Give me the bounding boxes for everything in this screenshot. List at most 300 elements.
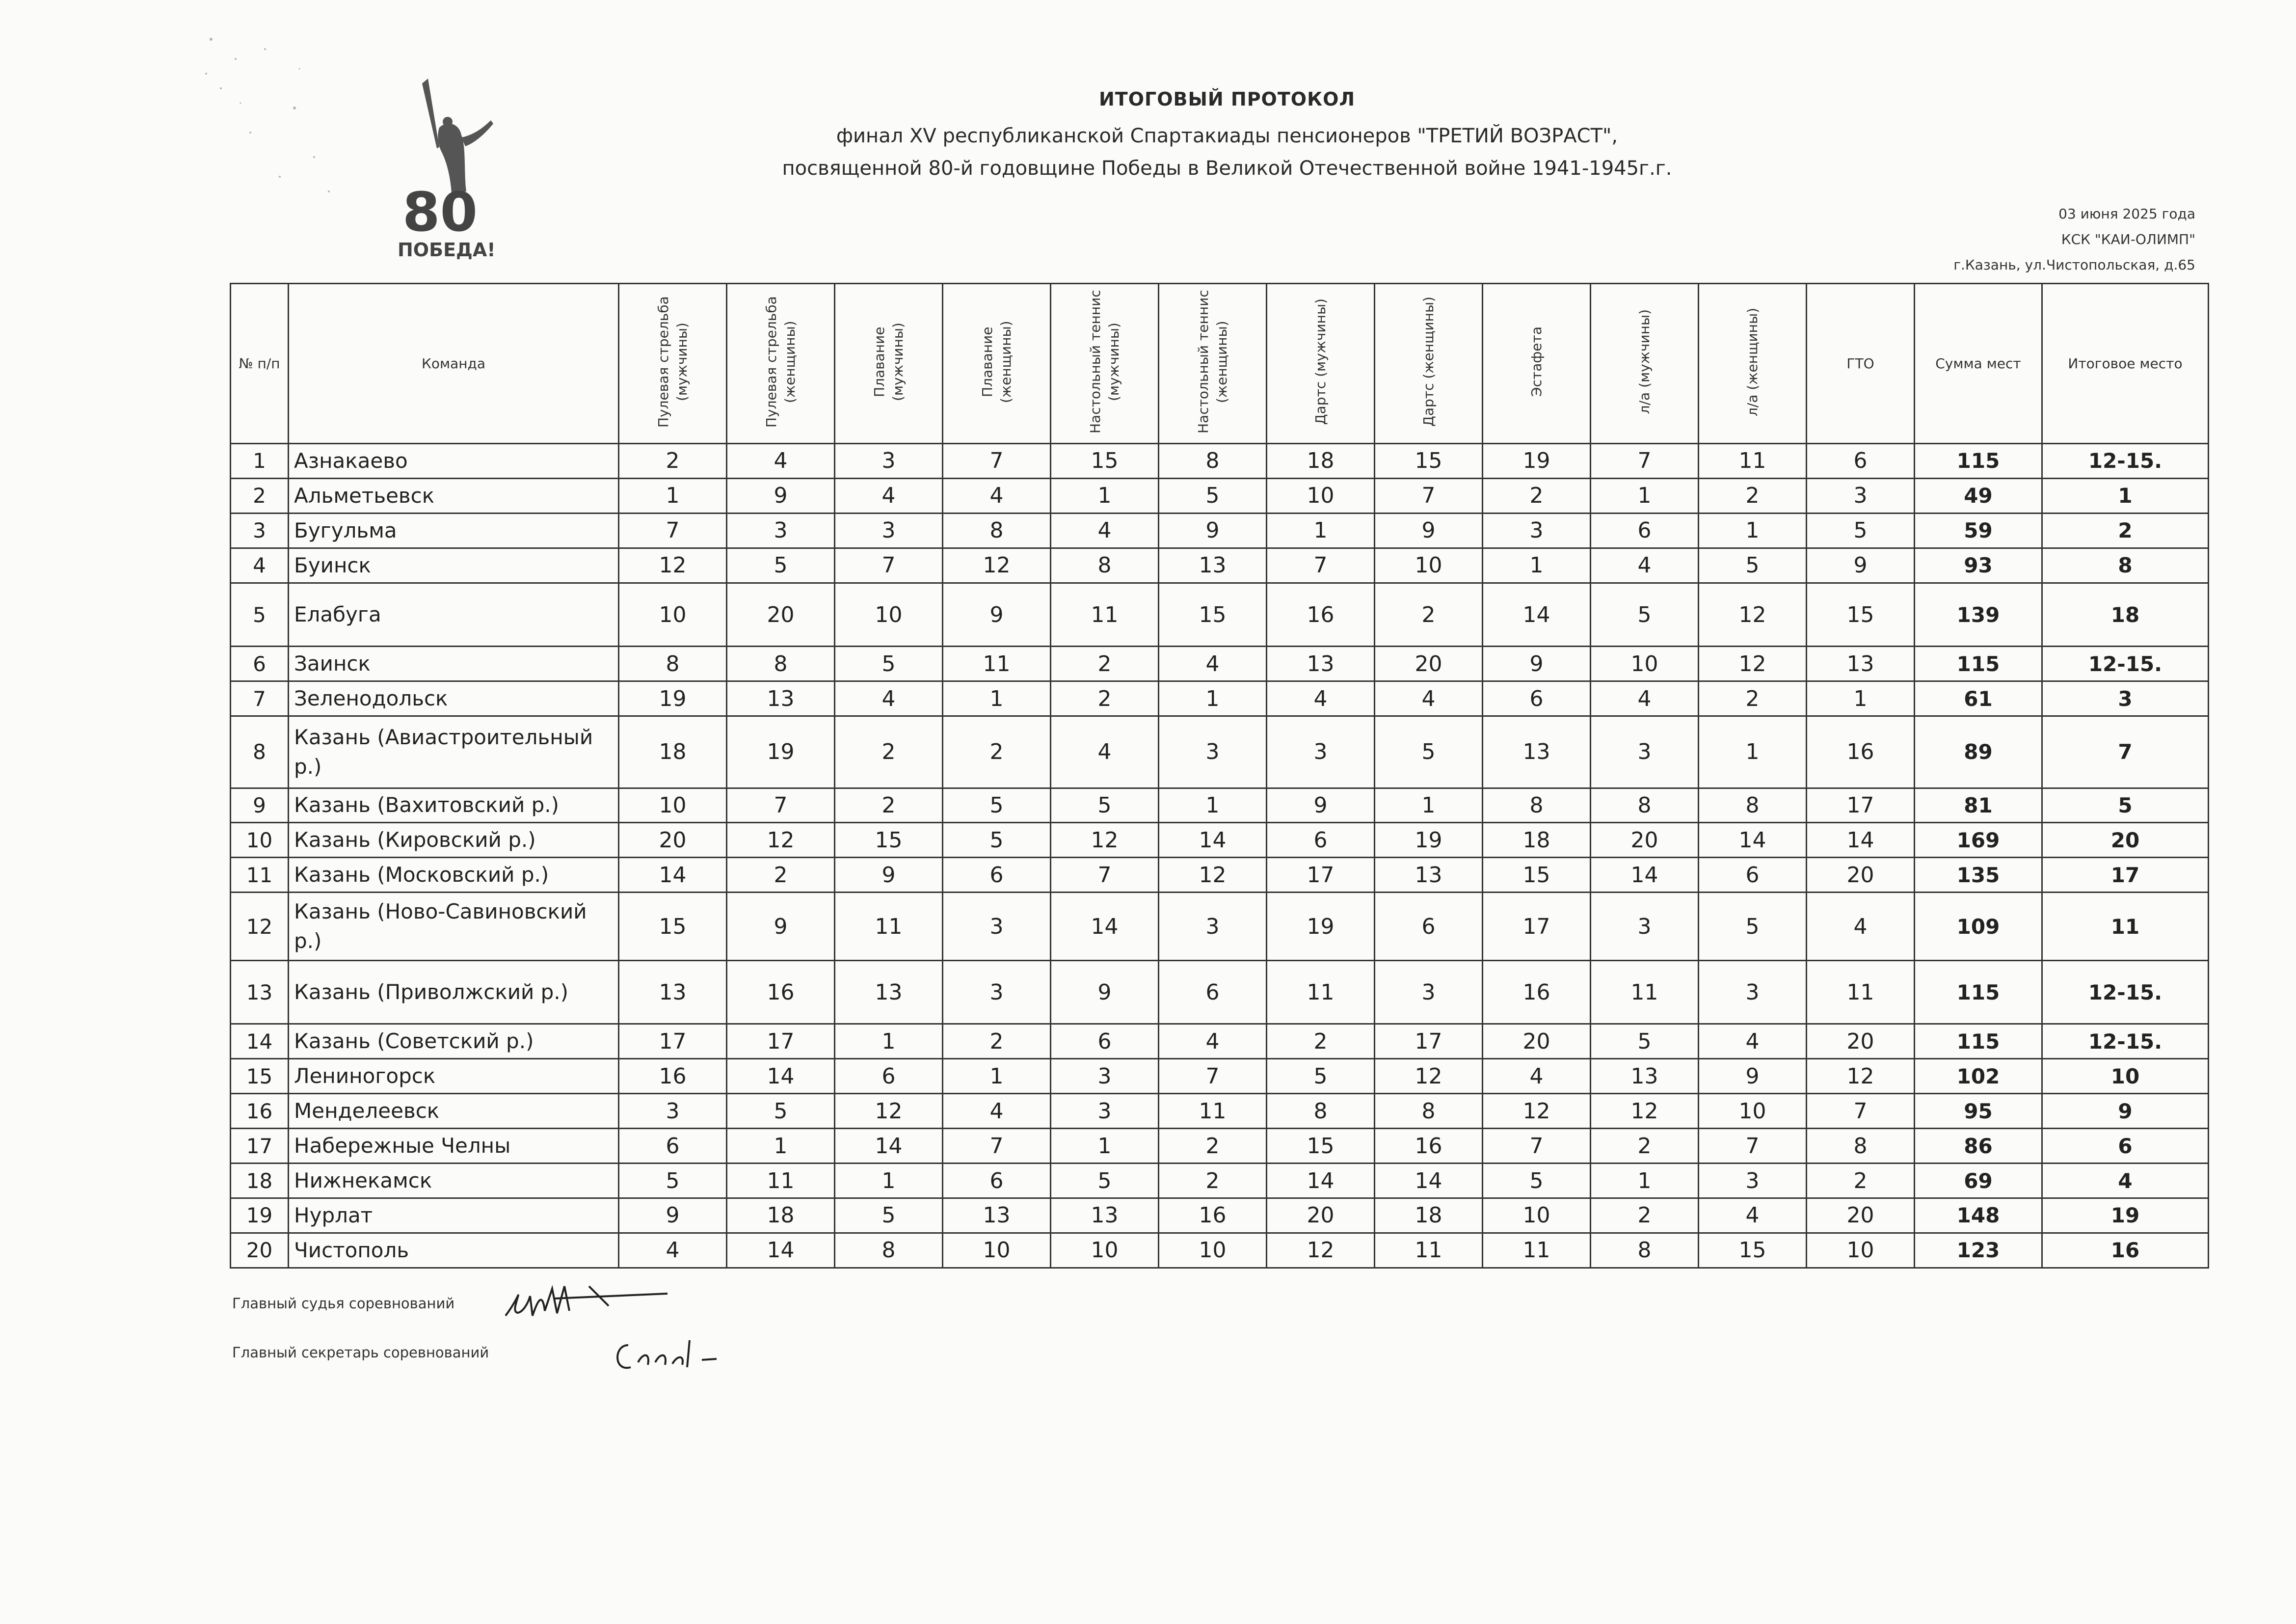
event-place: 14 (1051, 893, 1159, 961)
event-place: 9 (1159, 513, 1267, 548)
team-name: Бугульма (289, 513, 619, 548)
col-relay: Эстафета (1483, 284, 1591, 444)
event-place: 1 (835, 1164, 943, 1198)
table-row (231, 858, 2209, 893)
event-place: 9 (1483, 647, 1591, 681)
table-row (231, 1198, 2209, 1233)
event-place: 18 (1267, 444, 1375, 479)
event-place: 9 (1375, 513, 1483, 548)
event-place: 13 (1375, 858, 1483, 893)
row-number: 12 (231, 893, 289, 961)
event-place: 1 (1699, 716, 1807, 788)
event-place: 7 (1267, 548, 1375, 583)
place-sum: 123 (1915, 1233, 2042, 1268)
event-place: 11 (1051, 583, 1159, 647)
logo-80: 80 (402, 181, 478, 244)
table-row (231, 960, 2209, 1024)
event-place: 6 (1267, 823, 1375, 858)
place-sum: 115 (1915, 960, 2042, 1024)
table-row (231, 893, 2209, 961)
place-sum: 109 (1915, 893, 2042, 961)
event-place: 5 (943, 823, 1051, 858)
event-place: 20 (1807, 1198, 1915, 1233)
event-place: 13 (1051, 1198, 1159, 1233)
event-place: 6 (1699, 858, 1807, 893)
final-place: 4 (2042, 1164, 2209, 1198)
table-row (231, 681, 2209, 716)
event-place: 7 (1159, 1059, 1267, 1094)
final-place: 19 (2042, 1198, 2209, 1233)
event-place: 11 (1159, 1094, 1267, 1129)
col-swimming-men: Плавание (мужчины) (835, 284, 943, 444)
team-name: Казань (Кировский р.) (289, 823, 619, 858)
victory-80-logo (393, 74, 501, 260)
event-place: 13 (835, 960, 943, 1024)
row-number: 18 (231, 1164, 289, 1198)
event-place: 14 (619, 858, 727, 893)
scan-noise (191, 29, 353, 206)
event-place: 7 (1699, 1129, 1807, 1164)
event-place: 15 (619, 893, 727, 961)
event-place: 1 (943, 1059, 1051, 1094)
results-table (230, 283, 2209, 1269)
event-place: 6 (943, 858, 1051, 893)
event-date: 03 июня 2025 года (2058, 206, 2195, 222)
col-tabletennis-men: Настольный теннис (мужчины) (1051, 284, 1159, 444)
event-place: 4 (1483, 1059, 1591, 1094)
row-number: 13 (231, 960, 289, 1024)
row-number: 11 (231, 858, 289, 893)
event-place: 20 (619, 823, 727, 858)
event-venue: КСК "КАИ-ОЛИМП" (2061, 231, 2195, 247)
table-row (231, 1094, 2209, 1129)
event-place: 8 (727, 647, 835, 681)
event-place: 9 (835, 858, 943, 893)
table-row (231, 1129, 2209, 1164)
event-place: 8 (1159, 444, 1267, 479)
event-place: 15 (1807, 583, 1915, 647)
event-place: 12 (1375, 1059, 1483, 1094)
event-place: 16 (1483, 960, 1591, 1024)
event-place: 5 (1591, 583, 1699, 647)
event-place: 2 (943, 1024, 1051, 1059)
event-place: 2 (1159, 1129, 1267, 1164)
event-place: 2 (835, 716, 943, 788)
team-name: Альметьевск (289, 478, 619, 513)
final-place: 5 (2042, 788, 2209, 823)
event-place: 2 (943, 716, 1051, 788)
event-place: 8 (835, 1233, 943, 1268)
event-place: 1 (943, 681, 1051, 716)
event-place: 10 (619, 788, 727, 823)
col-num: № п/п (231, 284, 289, 444)
event-place: 3 (835, 513, 943, 548)
event-place: 1 (1159, 788, 1267, 823)
event-place: 2 (1267, 1024, 1375, 1059)
event-place: 1 (1375, 788, 1483, 823)
event-place: 2 (1591, 1129, 1699, 1164)
place-sum: 69 (1915, 1164, 2042, 1198)
event-place: 3 (1807, 478, 1915, 513)
table-row (231, 1164, 2209, 1198)
event-place: 3 (835, 444, 943, 479)
event-place: 3 (1159, 893, 1267, 961)
event-place: 14 (1699, 823, 1807, 858)
event-place: 9 (1699, 1059, 1807, 1094)
event-place: 10 (619, 583, 727, 647)
event-place: 6 (1807, 444, 1915, 479)
team-name: Казань (Приволжский р.) (289, 960, 619, 1024)
col-swimming-women: Плавание (женщины) (943, 284, 1051, 444)
event-place: 8 (1483, 788, 1591, 823)
event-place: 16 (1267, 583, 1375, 647)
event-place: 8 (1267, 1094, 1375, 1129)
event-place: 12 (1051, 823, 1159, 858)
col-sum: Сумма мест (1915, 284, 2042, 444)
place-sum: 169 (1915, 823, 2042, 858)
secretary-signature (609, 1326, 756, 1380)
event-place: 5 (835, 1198, 943, 1233)
team-name: Набережные Челны (289, 1129, 619, 1164)
event-place: 10 (1159, 1233, 1267, 1268)
table-row (231, 716, 2209, 788)
event-place: 9 (943, 583, 1051, 647)
event-place: 7 (943, 444, 1051, 479)
col-darts-men: Дартс (мужчины) (1267, 284, 1375, 444)
event-place: 20 (727, 583, 835, 647)
event-place: 8 (1591, 1233, 1699, 1268)
event-place: 11 (727, 1164, 835, 1198)
place-sum: 59 (1915, 513, 2042, 548)
team-name: Менделеевск (289, 1094, 619, 1129)
event-place: 10 (1051, 1233, 1159, 1268)
place-sum: 115 (1915, 1024, 2042, 1059)
col-darts-women: Дартс (женщины) (1375, 284, 1483, 444)
event-place: 16 (1375, 1129, 1483, 1164)
event-place: 15 (1699, 1233, 1807, 1268)
event-place: 5 (1051, 788, 1159, 823)
event-place: 7 (727, 788, 835, 823)
place-sum: 115 (1915, 647, 2042, 681)
event-place: 18 (727, 1198, 835, 1233)
event-place: 16 (1159, 1198, 1267, 1233)
event-place: 17 (1807, 788, 1915, 823)
row-number: 20 (231, 1233, 289, 1268)
team-name: Нижнекамск (289, 1164, 619, 1198)
event-place: 16 (727, 960, 835, 1024)
event-place: 3 (1483, 513, 1591, 548)
event-place: 18 (1483, 823, 1591, 858)
row-number: 10 (231, 823, 289, 858)
row-number: 17 (231, 1129, 289, 1164)
page-title: ИТОГОВЫЙ ПРОТОКОЛ (1098, 88, 1356, 110)
event-place: 14 (835, 1129, 943, 1164)
event-place: 12 (943, 548, 1051, 583)
secretary-label: Главный секретарь соревнований (232, 1344, 489, 1361)
event-place: 2 (1807, 1164, 1915, 1198)
event-place: 4 (943, 1094, 1051, 1129)
event-place: 20 (1807, 1024, 1915, 1059)
event-place: 12 (1591, 1094, 1699, 1129)
table-row (231, 647, 2209, 681)
event-place: 14 (1267, 1164, 1375, 1198)
event-place: 17 (1267, 858, 1375, 893)
event-place: 6 (1375, 893, 1483, 961)
table-row (231, 1233, 2209, 1268)
event-place: 4 (727, 444, 835, 479)
event-place: 1 (1591, 478, 1699, 513)
event-place: 13 (1807, 647, 1915, 681)
event-place: 10 (1375, 548, 1483, 583)
event-place: 1 (727, 1129, 835, 1164)
col-athletics-men: л/а (мужчины) (1591, 284, 1699, 444)
event-place: 2 (727, 858, 835, 893)
event-place: 5 (1699, 548, 1807, 583)
header-row (231, 284, 2209, 444)
event-place: 16 (1807, 716, 1915, 788)
team-name: Казань (Авиастроительный р.) (289, 716, 619, 788)
event-place: 6 (1159, 960, 1267, 1024)
event-place: 10 (1483, 1198, 1591, 1233)
event-place: 4 (835, 478, 943, 513)
event-meta (1953, 201, 2195, 278)
event-place: 12 (1807, 1059, 1915, 1094)
col-shooting-women: Пулевая стрельба (женщины) (727, 284, 835, 444)
final-place: 16 (2042, 1233, 2209, 1268)
header (540, 88, 1914, 185)
place-sum: 102 (1915, 1059, 2042, 1094)
table-row (231, 548, 2209, 583)
event-place: 19 (619, 681, 727, 716)
event-place: 5 (1159, 478, 1267, 513)
event-place: 7 (619, 513, 727, 548)
subtitle-line-1: финал XV республиканской Спартакиады пенсионеров "ТРЕТИЙ ВОЗРАСТ", (836, 125, 1618, 147)
table-row (231, 823, 2209, 858)
event-place: 20 (1483, 1024, 1591, 1059)
logo-caption: ПОБЕДА! (398, 239, 496, 260)
event-place: 5 (1051, 1164, 1159, 1198)
event-place: 11 (1483, 1233, 1591, 1268)
final-place: 10 (2042, 1059, 2209, 1094)
team-name: Нурлат (289, 1198, 619, 1233)
place-sum: 81 (1915, 788, 2042, 823)
event-place: 12 (619, 548, 727, 583)
event-place: 1 (1159, 681, 1267, 716)
event-address: г.Казань, ул.Чистопольская, д.65 (1953, 257, 2195, 273)
table-row (231, 478, 2209, 513)
final-place: 12-15. (2042, 647, 2209, 681)
event-place: 8 (1375, 1094, 1483, 1129)
event-place: 5 (943, 788, 1051, 823)
event-place: 14 (1591, 858, 1699, 893)
event-place: 4 (619, 1233, 727, 1268)
event-place: 4 (1807, 893, 1915, 961)
place-sum: 93 (1915, 548, 2042, 583)
event-place: 11 (943, 647, 1051, 681)
event-place: 20 (1375, 647, 1483, 681)
event-place: 6 (1591, 513, 1699, 548)
team-name: Казань (Вахитовский р.) (289, 788, 619, 823)
final-place: 18 (2042, 583, 2209, 647)
event-place: 10 (1699, 1094, 1807, 1129)
final-place: 2 (2042, 513, 2209, 548)
event-place: 3 (1699, 1164, 1807, 1198)
event-place: 9 (727, 478, 835, 513)
event-place: 15 (1267, 1129, 1375, 1164)
event-place: 11 (1267, 960, 1375, 1024)
place-sum: 95 (1915, 1094, 2042, 1129)
team-name: Лениногорск (289, 1059, 619, 1094)
team-name: Буинск (289, 548, 619, 583)
event-place: 4 (1159, 647, 1267, 681)
event-place: 15 (835, 823, 943, 858)
event-place: 3 (727, 513, 835, 548)
event-place: 19 (1267, 893, 1375, 961)
event-place: 14 (1483, 583, 1591, 647)
event-place: 4 (1591, 548, 1699, 583)
event-place: 10 (1807, 1233, 1915, 1268)
event-place: 19 (1375, 823, 1483, 858)
event-place: 4 (1699, 1198, 1807, 1233)
event-place: 7 (1807, 1094, 1915, 1129)
event-place: 2 (619, 444, 727, 479)
event-place: 12 (835, 1094, 943, 1129)
row-number: 14 (231, 1024, 289, 1059)
event-place: 5 (727, 548, 835, 583)
final-place: 1 (2042, 478, 2209, 513)
event-place: 2 (1051, 681, 1159, 716)
place-sum: 61 (1915, 681, 2042, 716)
col-shooting-men: Пулевая стрельба (мужчины) (619, 284, 727, 444)
event-place: 6 (619, 1129, 727, 1164)
event-place: 10 (1267, 478, 1375, 513)
event-place: 12 (1159, 858, 1267, 893)
event-place: 17 (1483, 893, 1591, 961)
row-number: 1 (231, 444, 289, 479)
place-sum: 139 (1915, 583, 2042, 647)
event-place: 2 (1483, 478, 1591, 513)
event-place: 3 (1159, 716, 1267, 788)
place-sum: 89 (1915, 716, 2042, 788)
event-place: 4 (1375, 681, 1483, 716)
event-place: 4 (1159, 1024, 1267, 1059)
event-place: 1 (835, 1024, 943, 1059)
event-place: 4 (835, 681, 943, 716)
team-name: Казань (Ново-Савиновский р.) (289, 893, 619, 961)
place-sum: 148 (1915, 1198, 2042, 1233)
final-place: 20 (2042, 823, 2209, 858)
event-place: 19 (727, 716, 835, 788)
event-place: 16 (619, 1059, 727, 1094)
event-place: 3 (1591, 893, 1699, 961)
event-place: 12 (1699, 647, 1807, 681)
event-place: 3 (1051, 1059, 1159, 1094)
event-place: 15 (1159, 583, 1267, 647)
event-place: 11 (1807, 960, 1915, 1024)
results-body (231, 444, 2209, 1268)
final-place: 7 (2042, 716, 2209, 788)
event-place: 7 (943, 1129, 1051, 1164)
event-place: 12 (1483, 1094, 1591, 1129)
event-place: 6 (943, 1164, 1051, 1198)
table-row (231, 788, 2209, 823)
table-row (231, 1024, 2209, 1059)
event-place: 1 (1807, 681, 1915, 716)
event-place: 13 (1483, 716, 1591, 788)
place-sum: 115 (1915, 444, 2042, 479)
event-place: 8 (943, 513, 1051, 548)
event-place: 9 (727, 893, 835, 961)
event-place: 9 (1807, 548, 1915, 583)
col-place: Итоговое место (2042, 284, 2209, 444)
event-place: 3 (1699, 960, 1807, 1024)
event-place: 13 (1267, 647, 1375, 681)
row-number: 6 (231, 647, 289, 681)
event-place: 17 (727, 1024, 835, 1059)
place-sum: 135 (1915, 858, 2042, 893)
row-number: 9 (231, 788, 289, 823)
row-number: 16 (231, 1094, 289, 1129)
event-place: 13 (1159, 548, 1267, 583)
event-place: 14 (1375, 1164, 1483, 1198)
event-place: 8 (1807, 1129, 1915, 1164)
place-sum: 86 (1915, 1129, 2042, 1164)
table-row (231, 444, 2209, 479)
final-place: 11 (2042, 893, 2209, 961)
event-place: 18 (619, 716, 727, 788)
event-place: 13 (943, 1198, 1051, 1233)
place-sum: 49 (1915, 478, 2042, 513)
judge-signature (491, 1276, 677, 1330)
event-place: 4 (943, 478, 1051, 513)
row-number: 7 (231, 681, 289, 716)
event-place: 3 (1591, 716, 1699, 788)
final-place: 12-15. (2042, 1024, 2209, 1059)
event-place: 20 (1591, 823, 1699, 858)
event-place: 14 (727, 1233, 835, 1268)
event-place: 1 (619, 478, 727, 513)
event-place: 20 (1267, 1198, 1375, 1233)
event-place: 6 (1051, 1024, 1159, 1059)
event-place: 17 (619, 1024, 727, 1059)
event-place: 14 (1159, 823, 1267, 858)
event-place: 1 (1699, 513, 1807, 548)
event-place: 5 (727, 1094, 835, 1129)
col-gto: ГТО (1807, 284, 1915, 444)
event-place: 19 (1483, 444, 1591, 479)
event-place: 12 (727, 823, 835, 858)
team-name: Казань (Московский р.) (289, 858, 619, 893)
row-number: 2 (231, 478, 289, 513)
event-place: 11 (835, 893, 943, 961)
event-place: 5 (1591, 1024, 1699, 1059)
event-place: 14 (1807, 823, 1915, 858)
event-place: 1 (1051, 1129, 1159, 1164)
event-place: 8 (1591, 788, 1699, 823)
event-place: 11 (1699, 444, 1807, 479)
event-place: 4 (1591, 681, 1699, 716)
event-place: 13 (727, 681, 835, 716)
event-place: 1 (1591, 1164, 1699, 1198)
event-place: 13 (1591, 1059, 1699, 1094)
event-place: 15 (1051, 444, 1159, 479)
team-name: Азнакаево (289, 444, 619, 479)
event-place: 10 (835, 583, 943, 647)
event-place: 7 (1483, 1129, 1591, 1164)
event-place: 18 (1375, 1198, 1483, 1233)
event-place: 3 (1375, 960, 1483, 1024)
event-place: 6 (1483, 681, 1591, 716)
